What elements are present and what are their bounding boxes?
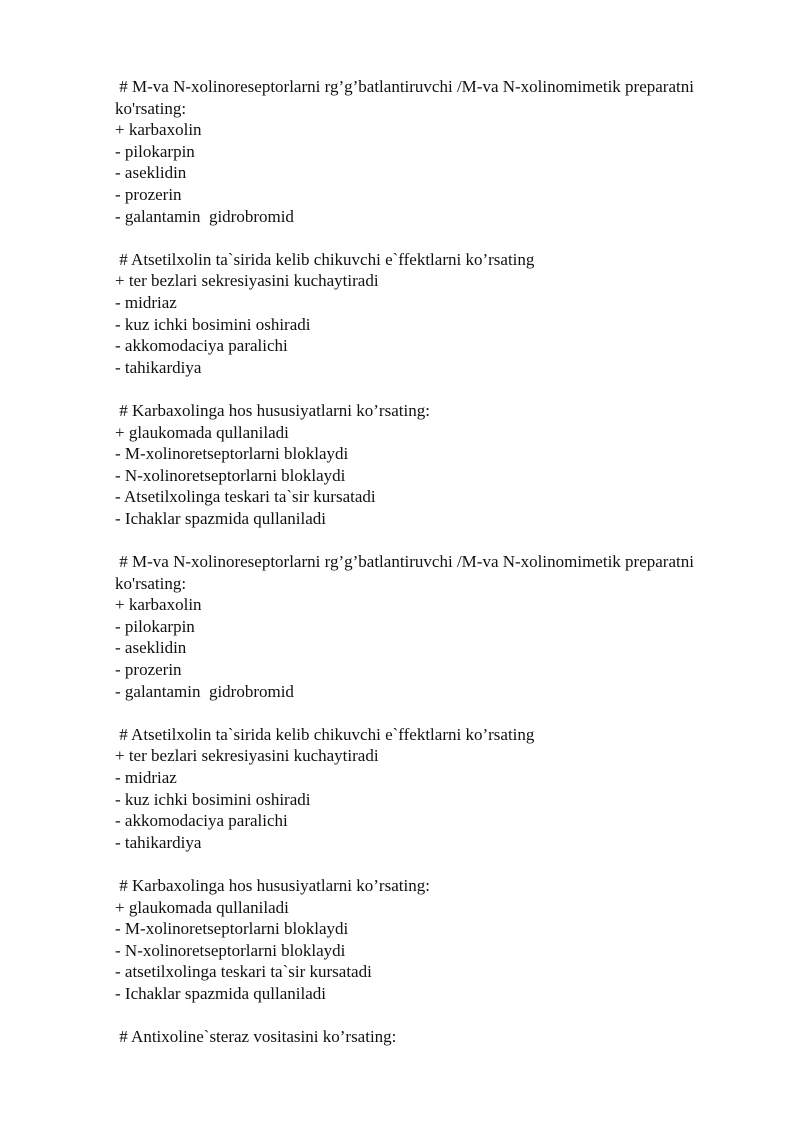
question-block bbox=[115, 724, 715, 854]
question-text: # M-va N-xolinoreseptorlarni rg’g’batlantiruvchi /M-va N-xolinomimetik preparatni ko'rsating: bbox=[115, 77, 699, 118]
answer-option: - M-xolinoretseptorlarni bloklaydi bbox=[115, 444, 349, 464]
question-text: # Karbaxolinga hos hususiyatlarni ko’rsating: bbox=[115, 875, 430, 895]
answer-option: + karbaxolin bbox=[115, 595, 202, 615]
answer-option: - prozerin bbox=[115, 184, 182, 204]
document-page bbox=[115, 76, 715, 1048]
answer-option: - pilokarpin bbox=[115, 616, 195, 636]
answer-option: - atsetilxolinga teskari ta`sir kursatadi bbox=[115, 962, 372, 982]
answer-option: - pilokarpin bbox=[115, 141, 195, 161]
answer-option: + ter bezlari sekresiyasini kuchaytiradi bbox=[115, 271, 379, 291]
answer-option: - M-xolinoretseptorlarni bloklaydi bbox=[115, 919, 349, 939]
answer-option: - aseklidin bbox=[115, 163, 187, 183]
answer-option: + glaukomada qullaniladi bbox=[115, 422, 289, 442]
answer-option: - galantamin gidrobromid bbox=[115, 206, 294, 226]
answer-option: - midriaz bbox=[115, 768, 177, 787]
answer-option: - aseklidin bbox=[115, 638, 187, 658]
question-text: # M-va N-xolinoreseptorlarni rg’g’batlantiruvchi /M-va N-xolinomimetik preparatni ko'rsating: bbox=[115, 552, 699, 593]
answer-option: - Ichaklar spazmida qullaniladi bbox=[115, 508, 326, 528]
answer-option: - kuz ichki bosimini oshiradi bbox=[115, 314, 311, 334]
answer-option: + glaukomada qullaniladi bbox=[115, 897, 289, 917]
question-text: # Antixoline`steraz vositasini ko’rsating: bbox=[115, 1027, 397, 1047]
answer-option: - midriaz bbox=[115, 292, 177, 312]
question-text: # Karbaxolinga hos hususiyatlarni ko’rsating: bbox=[115, 400, 430, 420]
question-block bbox=[115, 1026, 715, 1048]
answer-option: - galantamin gidrobromid bbox=[115, 681, 294, 701]
answer-option: - akkomodaciya paralichi bbox=[115, 336, 288, 356]
answer-option: - tahikardiya bbox=[115, 832, 202, 852]
answer-option: + ter bezlari sekresiyasini kuchaytiradi bbox=[115, 746, 379, 766]
answer-option: - Atsetilxolinga teskari ta`sir kursatadi bbox=[115, 487, 376, 507]
question-block bbox=[115, 249, 715, 379]
answer-option: - tahikardiya bbox=[115, 357, 202, 377]
question-block bbox=[115, 76, 715, 227]
answer-option: - akkomodaciya paralichi bbox=[115, 811, 288, 831]
answer-option: - N-xolinoretseptorlarni bloklaydi bbox=[115, 940, 346, 960]
answer-option: - Ichaklar spazmida qullaniladi bbox=[115, 983, 326, 1003]
question-block bbox=[115, 875, 715, 1005]
answer-option: - prozerin bbox=[115, 660, 182, 680]
answer-option: + karbaxolin bbox=[115, 120, 202, 140]
answer-option: - kuz ichki bosimini oshiradi bbox=[115, 789, 311, 809]
question-block bbox=[115, 400, 715, 530]
question-block bbox=[115, 551, 715, 702]
question-text: # Atsetilxolin ta`sirida kelib chikuvchi e`ffektlarni ko’rsating bbox=[115, 249, 535, 269]
question-text: # Atsetilxolin ta`sirida kelib chikuvchi e`ffektlarni ko’rsating bbox=[115, 724, 535, 744]
answer-option: - N-xolinoretseptorlarni bloklaydi bbox=[115, 465, 346, 485]
